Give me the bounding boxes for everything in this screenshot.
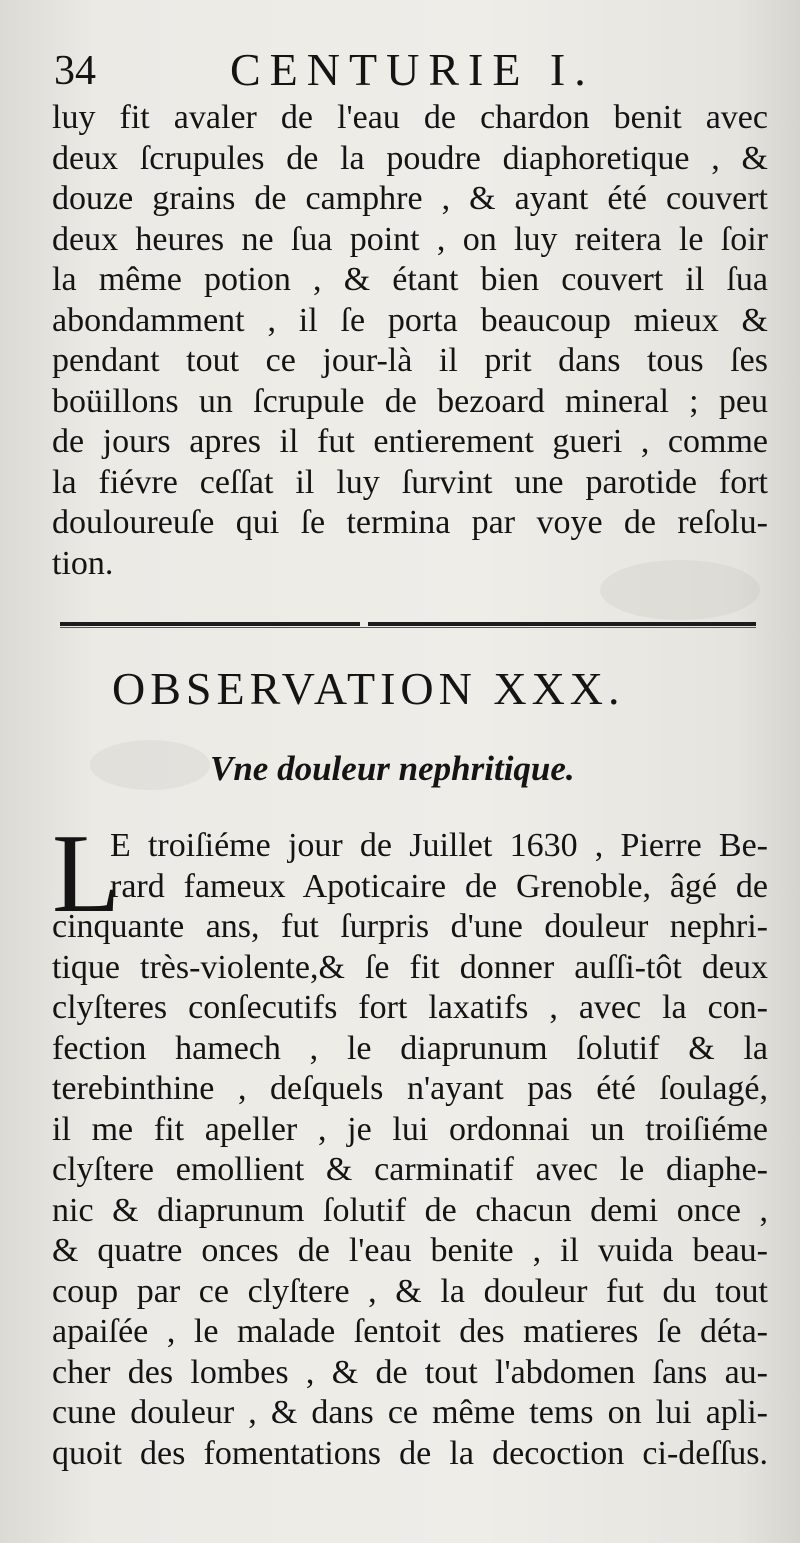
text-line: cher des lombes , & de tout l'abdomen ſans au- — [52, 1353, 768, 1391]
text-line: douloureuſe qui ſe termina par voye de reſolu- — [52, 504, 768, 541]
text-line: pendant tout ce jour-là il prit dans tous ſes — [52, 342, 768, 379]
paragraph-continued — [52, 98, 768, 584]
text-line: coup par ce clyſtere , & la douleur fut du tout — [52, 1272, 768, 1310]
text-line: rard fameux Apoticaire de Grenoble, âgé de — [110, 867, 768, 905]
text-line: la même potion , & étant bien couvert il ſua — [52, 261, 768, 298]
text-line: clyſtere emollient & carminatif avec le diaphe- — [52, 1151, 768, 1188]
text-line: boüillons un ſcrupule de bezoard mineral ; peu — [52, 382, 768, 420]
text-line: E troiſiéme jour de Juillet 1630 , Pierre Be- — [110, 827, 768, 864]
observation-title: OBSERVATION XXX. — [112, 663, 625, 714]
running-head: CENTURIE I. — [230, 44, 595, 95]
text-line: de jours apres il fut entierement gueri , comme — [52, 423, 768, 460]
text-line: tique très-violente,& ſe fit donner auſſi-tôt deux — [52, 948, 768, 986]
text-line: deux ſcrupules de la poudre diaphoretique , & — [52, 139, 768, 177]
text-line: la fiévre ceſſat il luy ſurvint une parotide fort — [52, 463, 768, 501]
section-divider — [60, 622, 756, 630]
text-line: apaiſée , le malade ſentoit des matieres ſe déta- — [52, 1313, 768, 1350]
text-line: douze grains de camphre , & ayant été couvert — [52, 180, 768, 217]
divider-rule — [368, 622, 756, 626]
text-line: abondamment , il ſe porta beaucoup mieux & — [52, 301, 768, 339]
text-line: fection hamech , le diaprunum ſolutif & la — [52, 1029, 768, 1067]
text-line: quoit des fomentations de la decoction ci-deſſus. — [52, 1434, 768, 1472]
text-line: deux heures ne ſua point , on luy reitera le ſoir — [52, 220, 768, 258]
divider-hairline — [60, 627, 756, 628]
text-line: terebinthine , deſquels n'ayant pas été ſoulagé, — [52, 1070, 768, 1107]
page-number: 34 — [54, 48, 96, 94]
text-line: nic & diaprunum ſolutif de chacun demi once , — [52, 1191, 768, 1229]
text-line: luy fit avaler de l'eau de chardon benit avec — [52, 99, 768, 136]
text-line: & quatre onces de l'eau benite , il vuida beau- — [52, 1232, 768, 1269]
text-line: cune douleur , & dans ce même tems on lui apli- — [52, 1394, 768, 1431]
divider-rule — [60, 622, 360, 626]
text-line: tion. — [52, 544, 114, 582]
paper-stain — [90, 740, 210, 790]
observation-subtitle: Vne douleur nephritique. — [210, 749, 575, 788]
drop-cap: L — [52, 828, 121, 916]
text-line: il me fit apeller , je lui ordonnai un troiſiéme — [52, 1110, 768, 1148]
text-line: clyſteres conſecutifs fort laxatifs , avec la con- — [52, 989, 768, 1026]
text-line: cinquante ans, fut ſurpris d'une douleur nephri- — [52, 908, 768, 945]
observation-body — [52, 826, 768, 1474]
page-header — [54, 42, 774, 98]
